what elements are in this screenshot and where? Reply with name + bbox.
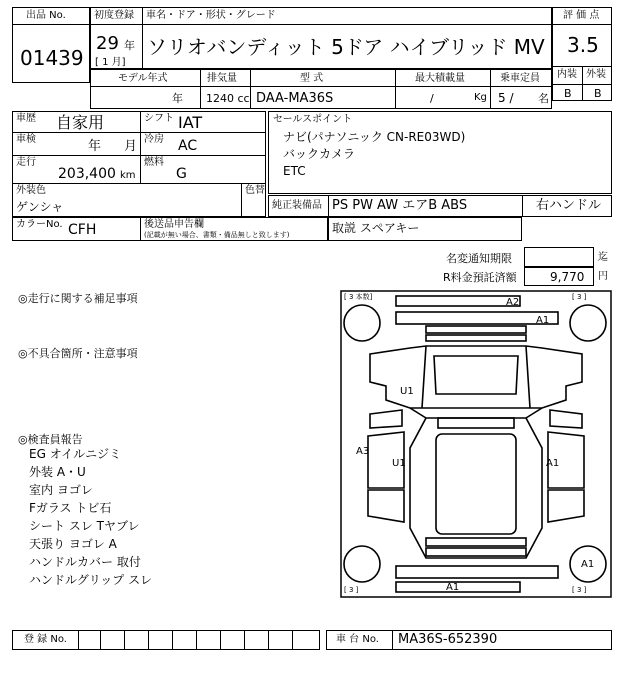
exterior-label: 外装 — [586, 69, 606, 80]
exterior-grade: B — [594, 87, 602, 100]
mileage-unit: km — [120, 170, 136, 181]
mark-right-door: A1 — [546, 458, 560, 469]
first-reg-year: 29 — [96, 33, 119, 54]
type-value: DAA-MA36S — [256, 91, 334, 106]
fuel-value: G — [176, 166, 187, 182]
inspection-label: 車検 — [16, 134, 36, 145]
inspector-line-1: EG オイルニジミ — [29, 447, 122, 461]
recycle-label: R料金預託済額 — [443, 271, 517, 284]
color-value: ゲンシャ — [16, 200, 64, 214]
driving-notes-label: ◎走行に関する補足事項 — [18, 292, 138, 305]
car-damage-diagram — [340, 290, 612, 598]
sales-point-2: バックカメラ — [283, 147, 356, 161]
recycle-value: 9,770 — [550, 270, 585, 284]
model-year-unit: 年 — [172, 92, 183, 105]
year-unit: 年 — [124, 39, 135, 52]
ac-label: 冷房 — [144, 134, 164, 145]
recolor-label: 色替 — [245, 185, 265, 196]
mark-right-wheel: A1 — [581, 559, 595, 570]
mark-left-door: U1 — [392, 458, 406, 469]
sales-label: セールスポイント — [273, 114, 353, 125]
car-name: ソリオバンディット 5ドア ハイブリッド MV — [147, 35, 545, 59]
inspector-line-8: ハンドルグリップ スレ — [29, 573, 153, 587]
car-name-label: 車名・ドア・形状・グレード — [146, 10, 276, 21]
later-note: (記載が無い場合、書類・備品無しと致します) — [144, 231, 290, 239]
deadline-box — [524, 247, 594, 267]
color-no-value: CFH — [68, 222, 97, 238]
inspector-line-4: Fガラス トビ石 — [29, 501, 112, 515]
score-value: 3.5 — [567, 33, 599, 57]
inspection-month: 月 — [124, 139, 138, 154]
reg-no-label: 登 録 No. — [24, 634, 67, 645]
equip-value: PS PW AW エアB ABS — [332, 198, 468, 213]
deadline-unit: 迄 — [598, 252, 608, 263]
history-value: 自家用 — [56, 113, 105, 132]
type-label: 型 式 — [300, 73, 324, 84]
capacity-label: 乗車定員 — [500, 73, 540, 84]
shift-label: シフト — [144, 113, 174, 124]
mark-front-panel: A1 — [536, 315, 550, 326]
capacity-value: 5 / — [498, 91, 514, 105]
chassis-value: MA36S-652390 — [398, 632, 498, 647]
first-reg-month: [ 1 月] — [95, 57, 126, 68]
corner-label-bl: [ 3 ] — [344, 586, 359, 594]
color-label: 外装色 — [16, 185, 46, 196]
mileage-label: 走行 — [16, 157, 36, 168]
corner-label-tr: [ 3 ] — [572, 293, 587, 301]
inspector-line-7: ハンドルカバー 取付 — [29, 555, 141, 569]
first-reg-label: 初度登録 — [94, 10, 134, 21]
shift-value: IAT — [178, 113, 203, 132]
mileage-value: 203,400 — [58, 166, 116, 182]
lot-number: 01439 — [20, 46, 84, 70]
fuel-label: 燃料 — [144, 157, 164, 168]
mark-rear-bumper: A1 — [446, 582, 460, 593]
history-label: 車歴 — [16, 113, 36, 124]
color-no-label: カラーNo. — [16, 219, 63, 230]
defects-notes-label: ◎不具合箇所・注意事項 — [18, 347, 138, 360]
mark-hood-left: U1 — [400, 386, 414, 397]
max-load-unit: Kg — [474, 92, 487, 103]
equip-label: 純正装備品 — [272, 200, 322, 211]
ac-value: AC — [178, 138, 198, 154]
max-load-label: 最大積載量 — [415, 73, 465, 84]
corner-label-br: [ 3 ] — [572, 586, 587, 594]
sales-point-1: ナビ(パナソニック CN-RE03WD) — [283, 130, 466, 144]
corner-label-tl: [ 3 本数] — [344, 293, 373, 301]
recycle-unit: 円 — [598, 271, 608, 282]
interior-grade: B — [564, 87, 572, 100]
model-year-label: モデル年式 — [118, 73, 168, 84]
later-label: 後送品申告欄 — [144, 219, 204, 230]
inspection-year: 年 — [88, 139, 102, 154]
inspector-line-5: シート スレ Tヤブレ — [29, 519, 140, 533]
mark-left-side: A3 — [356, 446, 370, 457]
inspector-line-3: 室内 ヨゴレ — [29, 483, 93, 497]
interior-label: 内装 — [557, 69, 577, 80]
inspector-line-6: 天張り ヨゴレ A — [29, 537, 117, 551]
manual-value: 取説 スペアキー — [332, 221, 420, 235]
score-label: 評 価 点 — [563, 10, 600, 21]
deadline-label: 名変通知期限 — [446, 252, 512, 265]
sales-point-3: ETC — [283, 164, 306, 178]
displacement-label: 排気量 — [207, 73, 237, 84]
lot-label: 出品 No. — [26, 10, 66, 21]
inspector-report-label: ◎検査員報告 — [18, 433, 83, 446]
displacement-value: 1240 cc — [206, 92, 250, 105]
inspector-line-2: 外装 A・U — [29, 465, 86, 479]
capacity-unit: 名 — [538, 92, 549, 105]
chassis-label: 車 台 No. — [336, 634, 379, 645]
max-load-sep: / — [430, 92, 434, 105]
steering-value: 右ハンドル — [536, 198, 602, 213]
mark-front-bumper: A2 — [506, 297, 520, 308]
